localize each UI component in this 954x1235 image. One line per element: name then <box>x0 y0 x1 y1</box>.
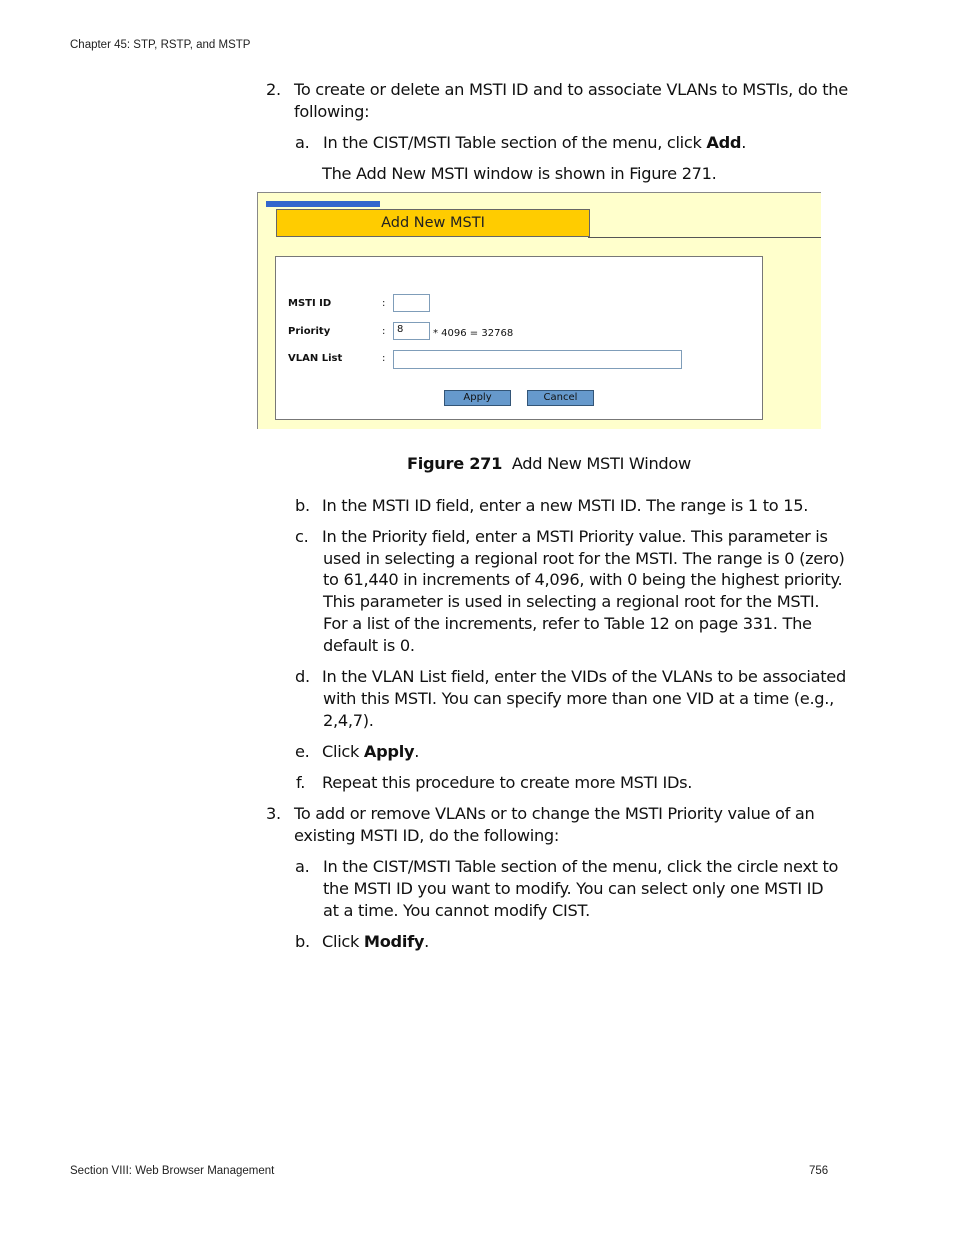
figure-caption-text: Add New MSTI Window <box>511 454 691 473</box>
step-2a-text: In the CIST/MSTI Table section of the menu, click Add. <box>323 133 747 152</box>
priority-colon: : <box>382 326 386 337</box>
step-3-number: 3. <box>266 804 281 823</box>
step-3b-letter: b. <box>295 932 310 951</box>
step-2c-line-3: to 61,440 in increments of 4,096, with 0 being the highest priority. <box>323 570 843 589</box>
vlan-list-label: VLAN List <box>288 353 343 364</box>
step-2c-line-1: In the Priority field, enter a MSTI Priority value. This parameter is <box>322 527 828 546</box>
step-2a-subtext: The Add New MSTI window is shown in Figure 271. <box>322 164 717 183</box>
step-2b-letter: b. <box>295 496 310 515</box>
step-2a-letter: a. <box>295 133 310 152</box>
add-keyword: Add <box>706 133 742 152</box>
step-2b-text: In the MSTI ID field, enter a new MSTI ID. The range is 1 to 15. <box>322 496 809 515</box>
step-2-line-1: To create or delete an MSTI ID and to associate VLANs to MSTIs, do the <box>294 80 848 99</box>
msti-id-colon: : <box>382 298 386 309</box>
step-3a-line-1: In the CIST/MSTI Table section of the menu, click the circle next to <box>323 857 839 876</box>
figure-tab-strip <box>266 201 380 207</box>
vlan-list-colon: : <box>382 353 386 364</box>
msti-id-label: MSTI ID <box>288 298 332 309</box>
step-2d-letter: d. <box>295 667 310 686</box>
step-2c-letter: c. <box>295 527 309 546</box>
step-2-line-2: following: <box>294 102 370 121</box>
step-3b-text: Click Modify. <box>322 932 429 951</box>
step-2f-letter: f. <box>296 773 306 792</box>
running-footer-section: Section VIII: Web Browser Management <box>70 1165 275 1177</box>
step-2c-line-5: For a list of the increments, refer to Table 12 on page 331. The <box>323 614 812 633</box>
msti-id-input[interactable] <box>393 294 430 312</box>
priority-label: Priority <box>288 326 331 337</box>
step-3a-letter: a. <box>295 857 310 876</box>
running-header: Chapter 45: STP, RSTP, and MSTP <box>70 39 251 51</box>
apply-button[interactable]: Apply <box>444 390 511 406</box>
step-2d-line-1: In the VLAN List field, enter the VIDs of the VLANs to be associated <box>322 667 846 686</box>
figure-divider <box>588 237 821 238</box>
step-3-line-1: To add or remove VLANs or to change the MSTI Priority value of an <box>294 804 815 823</box>
figure-caption <box>407 454 691 473</box>
figure-title-bar: Add New MSTI <box>276 209 590 237</box>
step-2e-letter: e. <box>295 742 310 761</box>
priority-suffix: * 4096 = 32768 <box>433 328 514 339</box>
page-number: 756 <box>809 1165 829 1177</box>
step-2d-line-2: with this MSTI. You can specify more than one VID at a time (e.g., <box>323 689 834 708</box>
modify-keyword: Modify <box>363 932 425 951</box>
step-2-number: 2. <box>266 80 281 99</box>
step-2c-line-4: This parameter is used in selecting a regional root for the MSTI. <box>323 592 820 611</box>
vlan-list-input[interactable] <box>393 350 682 369</box>
step-2c-line-2: used in selecting a regional root for the MSTI. The range is 0 (zero) <box>323 549 845 568</box>
step-3a-line-3: at a time. You cannot modify CIST. <box>323 901 590 920</box>
step-3a-line-2: the MSTI ID you want to modify. You can select only one MSTI ID <box>323 879 824 898</box>
step-2e-text: Click Apply. <box>322 742 420 761</box>
add-new-msti-screenshot <box>257 192 821 429</box>
cancel-button[interactable]: Cancel <box>527 390 594 406</box>
step-2c-line-6: default is 0. <box>323 636 415 655</box>
figure-number: Figure 271 <box>407 454 503 473</box>
apply-keyword: Apply <box>363 742 415 761</box>
priority-input[interactable]: 8 <box>393 322 430 340</box>
step-2f-text: Repeat this procedure to create more MSTI IDs. <box>322 773 693 792</box>
step-3-line-2: existing MSTI ID, do the following: <box>294 826 560 845</box>
step-2d-line-3: 2,4,7). <box>323 711 374 730</box>
msti-form-panel <box>275 256 763 420</box>
